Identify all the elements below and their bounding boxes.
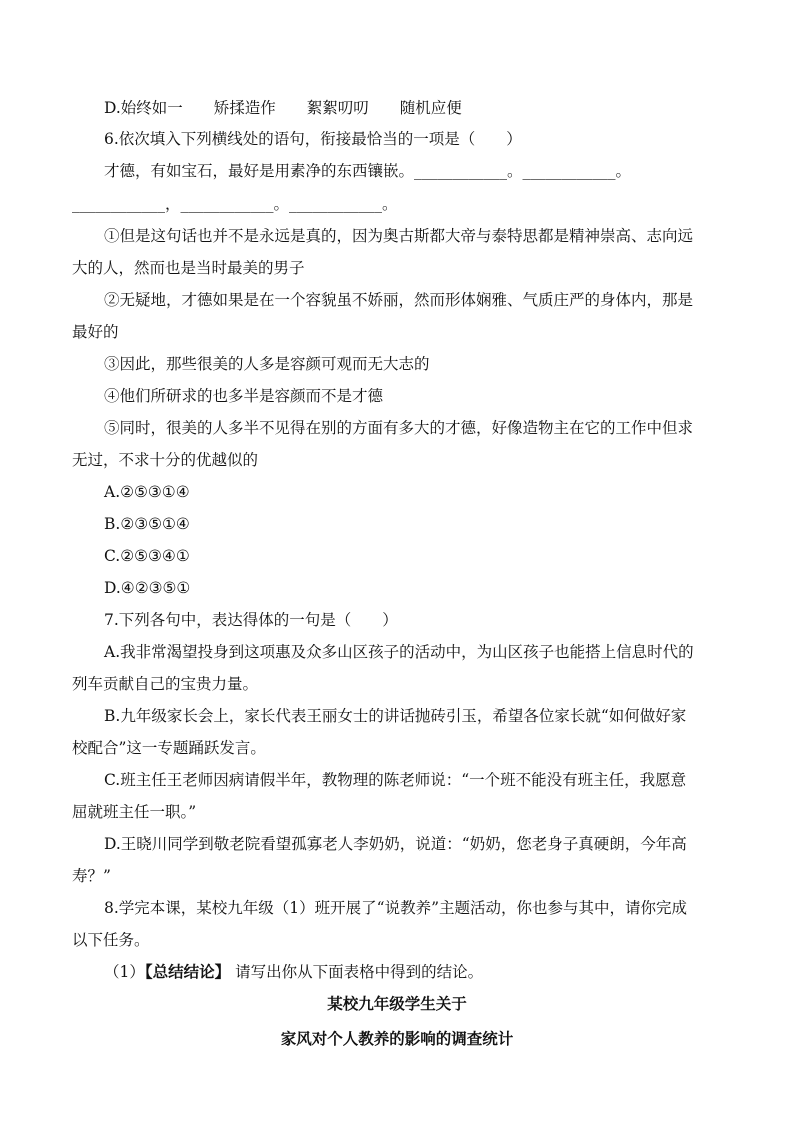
q7-stem: 7.下列各句中，表达得体的一句是（ ） [104,611,398,629]
q6-option-d: D.④②③⑤① [104,579,191,597]
q6-sentence-3: ③因此，那些很美的人多是容颜可观而无大志的 [104,355,430,373]
table-title-line-1: 某校九年级学生关于 [327,995,467,1013]
q8-task-number: （1） [104,963,145,981]
q8-task-1 [104,962,483,982]
q7-option-c-1: C.班主任王老师因病请假半年，教物理的陈老师说：“一个班不能没有班主任，我愿意 [104,771,687,789]
q7-option-d-2: 寿？” [72,867,111,885]
q8-task-text: 请写出你从下面表格中得到的结论。 [230,963,484,981]
q6-sentence-5-a: ⑤同时，很美的人多半不见得在别的方面有多大的才德，好像造物主在它的工作中但求 [104,419,694,437]
q6-sentence-1-b: 大的人，然而也是当时最美的男子 [72,259,305,277]
q7-option-b-1: B.九年级家长会上，家长代表王丽女士的讲话抛砖引玉，希望各位家长就“如何做好家 [104,707,687,725]
q6-sentence-5-b: 无过，不求十分的优越似的 [72,451,259,469]
q7-option-d-1: D.王晓川同学到敬老院看望孤寡老人李奶奶，说道：“奶奶，您老身子真硬朗，今年高 [104,835,687,853]
q6-sentence-4: ④他们所研求的也多半是容颜而不是才德 [104,387,384,405]
q6-sentence-2-a: ②无疑地，才德如果是在一个容貌虽不娇丽，然而形体娴雅、气质庄严的身体内，那是 [104,291,694,309]
q6-option-c: C.②⑤③④① [104,547,190,565]
table-title-line-2: 家风对个人教养的影响的调查统计 [280,1030,514,1048]
q6-option-a: A.②⑤③①④ [104,483,190,501]
q6-sentence-2-b: 最好的 [72,323,119,341]
q7-option-b-2: 校配合”这一专题踊跃发言。 [72,739,266,757]
q6-option-b: B.②③⑤①④ [104,515,190,533]
q6-passage-line-1: 才德，有如宝石，最好是用素净的东西镶嵌。____________。____________。 [104,162,632,180]
q7-option-a-1: A.我非常渴望投身到这项惠及众多山区孩子的活动中，为山区孩子也能搭上信息时代的 [104,643,694,661]
q6-stem: 6.依次填入下列横线处的语句，衔接最恰当的一项是（ ） [104,130,522,148]
q7-option-a-2: 列车贡献自己的宝贵力量。 [72,675,259,693]
q7-option-c-2: 屈就班主任一职。” [72,803,197,821]
q8-stem-2: 以下任务。 [72,931,150,949]
q8-task-tag: 【总结结论】 [144,962,231,981]
q5-option-d: D.始终如一 矫揉造作 絮絮叨叨 随机应便 [104,99,462,117]
q6-passage-line-2: ____________，____________。____________。 [72,195,398,213]
q6-sentence-1-a: ①但是这句话也并不是永远是真的，因为奥古斯都大帝与泰特思都是精神崇高、志向远 [104,227,694,245]
q8-stem-1: 8.学完本课，某校九年级（1）班开展了“说教养”主题活动，你也参与其中，请你完成 [104,899,688,917]
